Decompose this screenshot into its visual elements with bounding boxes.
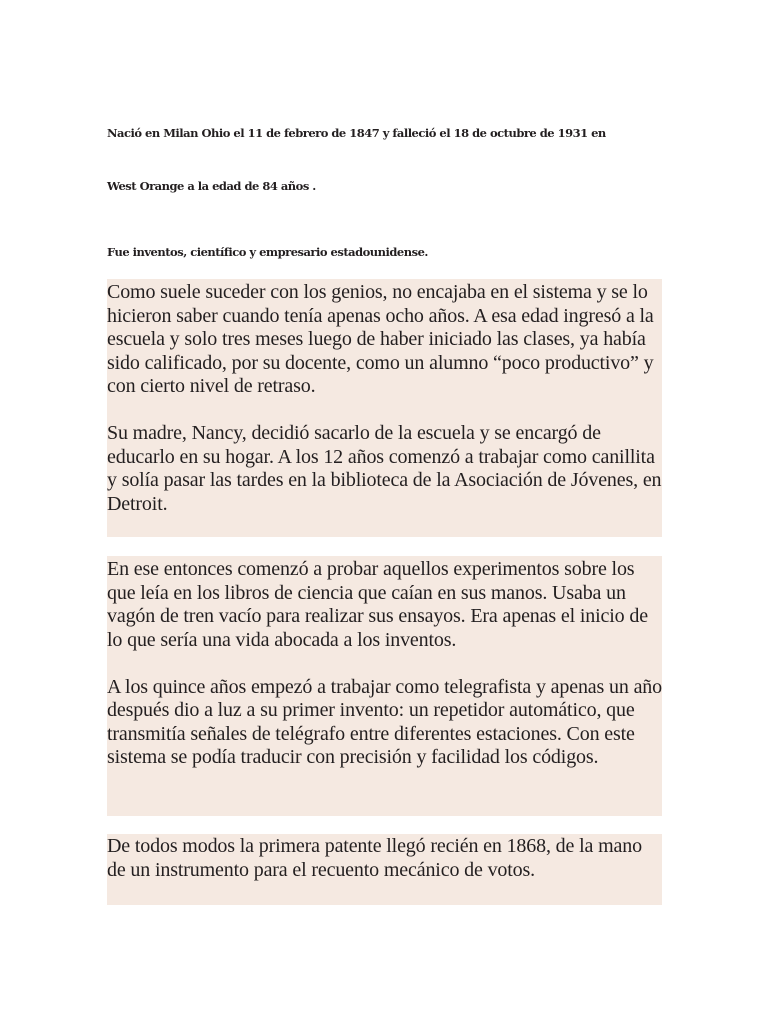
intro-birth-line: Nació en Milan Ohio el 11 de febrero de 1847 y falleció el 18 de octubre de 1931 en [107,126,606,140]
intro-death-place-line: West Orange a la edad de 84 años . [107,179,316,193]
intro-profession-line: Fue inventos, científico y empresario estadounidense. [107,245,428,259]
paragraph: En ese entonces comenzó a probar aquellos experimentos sobre los que leía en los libros de ciencia que caían en sus manos. Usaba un vagón de tren vacío para realizar sus ensayos. Era apenas el inicio de lo que sería una vida abocada a los inventos. [107,558,648,651]
paragraph: Como suele suceder con los genios, no encajaba en el sistema y se lo hicieron saber cuando tenía apenas ocho años. A esa edad ingresó a la escuela y solo tres meses luego de haber iniciado las clases, ya había sido calificado, por su docente, como un alumno “poco productivo” y con cierto nivel de retraso. [107,281,654,397]
paragraph: Su madre, Nancy, decidió sacarlo de la escuela y se encargó de educarlo en su hogar. A los 12 años comenzó a trabajar como canillita y solía pasar las tardes en la biblioteca de la Asociación de Jóvenes, en Detroit. [107,422,662,515]
paragraph: De todos modos la primera patente llegó recién en 1868, de la mano de un instrumento para el recuento mecánico de votos. [107,835,642,881]
highlighted-text-block [107,279,662,537]
highlighted-text-block [107,556,662,816]
highlighted-text-block [107,834,662,905]
paragraph: A los quince años empezó a trabajar como telegrafista y apenas un año después dio a luz a su primer invento: un repetidor automático, que transmitía señales de telégrafo entre diferentes estaciones. Con este sistema se podía traducir con precisión y facilidad los códigos. [107,675,662,768]
